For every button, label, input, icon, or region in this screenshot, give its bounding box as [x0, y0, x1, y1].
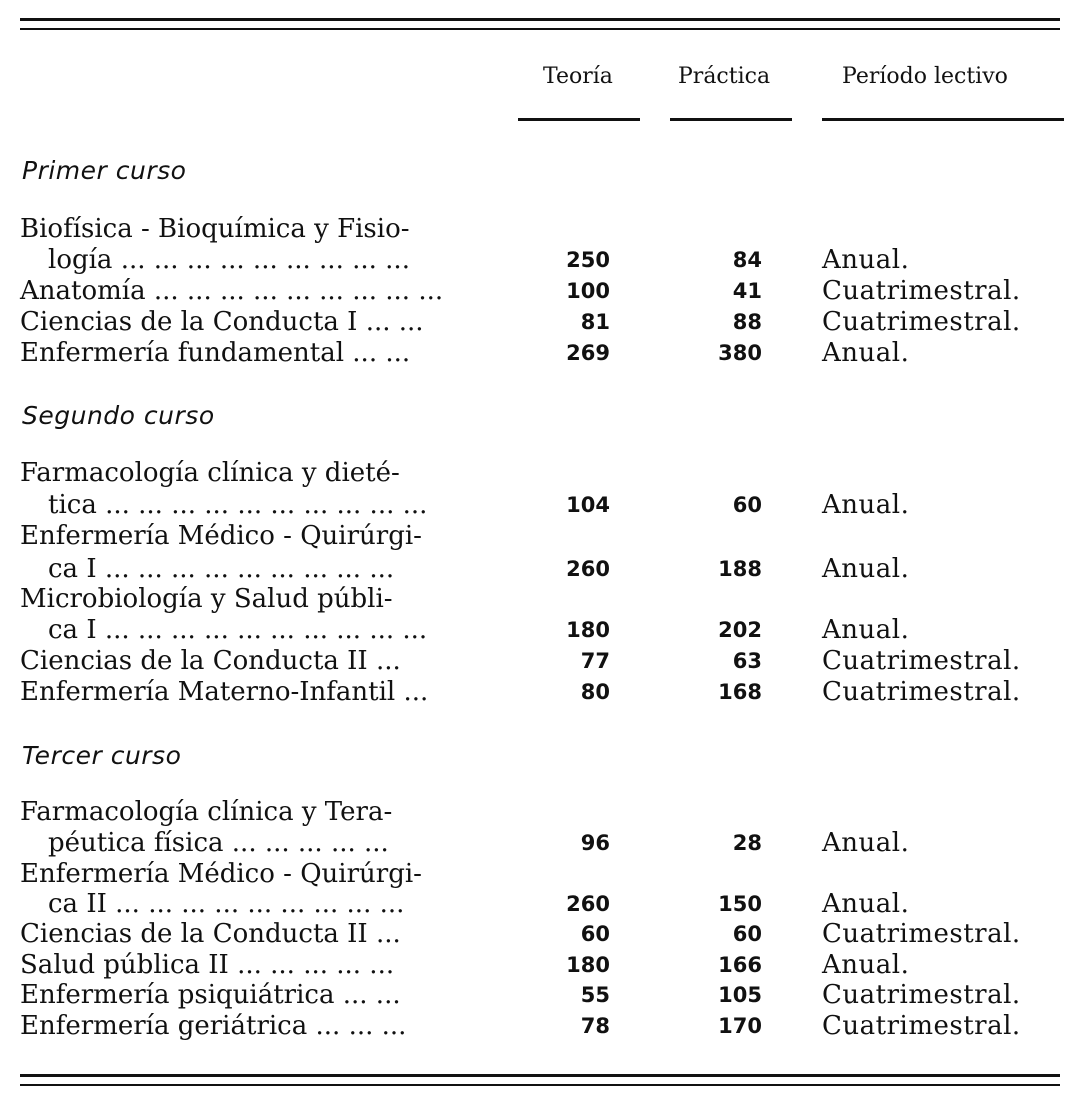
- subject-name-continuation: logía ... ... ... ... ... ... ... ... ...: [48, 245, 410, 275]
- subject-name: Enfermería Materno-Infantil ...: [20, 677, 429, 707]
- periodo-value: Cuatrimestral.: [822, 307, 1021, 337]
- periodo-value: Cuatrimestral.: [822, 646, 1021, 676]
- practica-value: 41: [732, 279, 762, 303]
- header-underline-practica: [670, 118, 792, 121]
- subject-name: Farmacología clínica y dieté-: [20, 458, 400, 488]
- teoria-value: 269: [566, 341, 610, 365]
- table-row: [0, 554, 1084, 585]
- periodo-value: Cuatrimestral.: [822, 919, 1021, 949]
- periodo-value: Cuatrimestral.: [822, 276, 1021, 306]
- table-row: [0, 521, 1084, 552]
- table-row: [0, 859, 1084, 890]
- table-row: [0, 490, 1084, 521]
- practica-value: 202: [718, 618, 762, 642]
- teoria-value: 180: [566, 953, 610, 977]
- subject-name: Ciencias de la Conducta II ...: [20, 646, 401, 676]
- subject-name: Farmacología clínica y Tera-: [20, 797, 393, 827]
- practica-value: 28: [732, 831, 762, 855]
- section-title-segundo-curso: Segundo curso: [22, 401, 215, 430]
- table-row: [0, 797, 1084, 828]
- practica-value: 60: [732, 922, 762, 946]
- subject-name: Enfermería Médico - Quirúrgi-: [20, 521, 422, 551]
- periodo-value: Anual.: [822, 554, 910, 584]
- teoria-value: 250: [566, 248, 610, 272]
- teoria-value: 77: [580, 649, 610, 673]
- subject-name-continuation: ca II ... ... ... ... ... ... ... ... ...: [48, 889, 405, 919]
- header-underline-periodo: [822, 118, 1064, 121]
- table-row: [0, 919, 1084, 950]
- table-row: [0, 1011, 1084, 1042]
- practica-value: 170: [718, 1014, 762, 1038]
- periodo-value: Anual.: [822, 245, 910, 275]
- subject-name: Enfermería fundamental ... ...: [20, 338, 411, 368]
- table-row: [0, 276, 1084, 307]
- teoria-value: 81: [580, 310, 610, 334]
- header-periodo: Período lectivo: [842, 64, 1008, 89]
- teoria-value: 78: [580, 1014, 610, 1038]
- teoria-value: 260: [566, 892, 610, 916]
- periodo-value: Cuatrimestral.: [822, 1011, 1021, 1041]
- table-row: [0, 980, 1084, 1011]
- practica-value: 150: [718, 892, 762, 916]
- teoria-value: 260: [566, 557, 610, 581]
- subject-name: Enfermería psiquiátrica ... ...: [20, 980, 401, 1010]
- table-row: [0, 828, 1084, 859]
- practica-value: 380: [718, 341, 762, 365]
- table-row: [0, 214, 1084, 245]
- practica-value: 166: [718, 953, 762, 977]
- header-underline-teoria: [518, 118, 640, 121]
- subject-name: Salud pública II ... ... ... ... ...: [20, 950, 395, 980]
- subject-name-continuation: tica ... ... ... ... ... ... ... ... ... ...: [48, 490, 428, 520]
- table-row: [0, 889, 1084, 920]
- practica-value: 63: [732, 649, 762, 673]
- teoria-value: 96: [580, 831, 610, 855]
- top-rule-thick: [20, 18, 1060, 21]
- subject-name: Biofísica - Bioquímica y Fisio-: [20, 214, 410, 244]
- periodo-value: Anual.: [822, 490, 910, 520]
- practica-value: 105: [718, 983, 762, 1007]
- teoria-value: 60: [580, 922, 610, 946]
- table-row: [0, 584, 1084, 615]
- practica-value: 188: [718, 557, 762, 581]
- subject-name-continuation: ca I ... ... ... ... ... ... ... ... ... ...: [48, 615, 428, 645]
- periodo-value: Anual.: [822, 828, 910, 858]
- table-row: [0, 950, 1084, 981]
- subject-name-continuation: ca I ... ... ... ... ... ... ... ... ...: [48, 554, 395, 584]
- table-row: [0, 615, 1084, 646]
- subject-name-continuation: péutica física ... ... ... ... ...: [48, 828, 389, 858]
- practica-value: 168: [718, 680, 762, 704]
- subject-name: Enfermería geriátrica ... ... ...: [20, 1011, 407, 1041]
- table-row: [0, 646, 1084, 677]
- table-row: [0, 677, 1084, 708]
- teoria-value: 104: [566, 493, 610, 517]
- top-rule-thin: [20, 28, 1060, 30]
- table-row: [0, 338, 1084, 369]
- teoria-value: 180: [566, 618, 610, 642]
- table-row: [0, 245, 1084, 276]
- subject-name: Ciencias de la Conducta II ...: [20, 919, 401, 949]
- section-title-primer-curso: Primer curso: [22, 156, 187, 185]
- subject-name: Enfermería Médico - Quirúrgi-: [20, 859, 422, 889]
- subject-name: Ciencias de la Conducta I ... ...: [20, 307, 424, 337]
- periodo-value: Anual.: [822, 615, 910, 645]
- subject-name: Anatomía ... ... ... ... ... ... ... ... ...: [20, 276, 444, 306]
- periodo-value: Cuatrimestral.: [822, 677, 1021, 707]
- periodo-value: Anual.: [822, 338, 910, 368]
- periodo-value: Anual.: [822, 889, 910, 919]
- periodo-value: Anual.: [822, 950, 910, 980]
- header-practica: Práctica: [678, 64, 771, 89]
- table-row: [0, 307, 1084, 338]
- bottom-rule-thin: [20, 1084, 1060, 1086]
- teoria-value: 55: [580, 983, 610, 1007]
- practica-value: 84: [732, 248, 762, 272]
- table-row: [0, 458, 1084, 489]
- teoria-value: 100: [566, 279, 610, 303]
- periodo-value: Cuatrimestral.: [822, 980, 1021, 1010]
- practica-value: 60: [732, 493, 762, 517]
- teoria-value: 80: [580, 680, 610, 704]
- section-title-tercer-curso: Tercer curso: [22, 741, 182, 770]
- bottom-rule-thick: [20, 1074, 1060, 1077]
- header-teoria: Teoría: [543, 64, 613, 89]
- practica-value: 88: [732, 310, 762, 334]
- subject-name: Microbiología y Salud públi-: [20, 584, 393, 614]
